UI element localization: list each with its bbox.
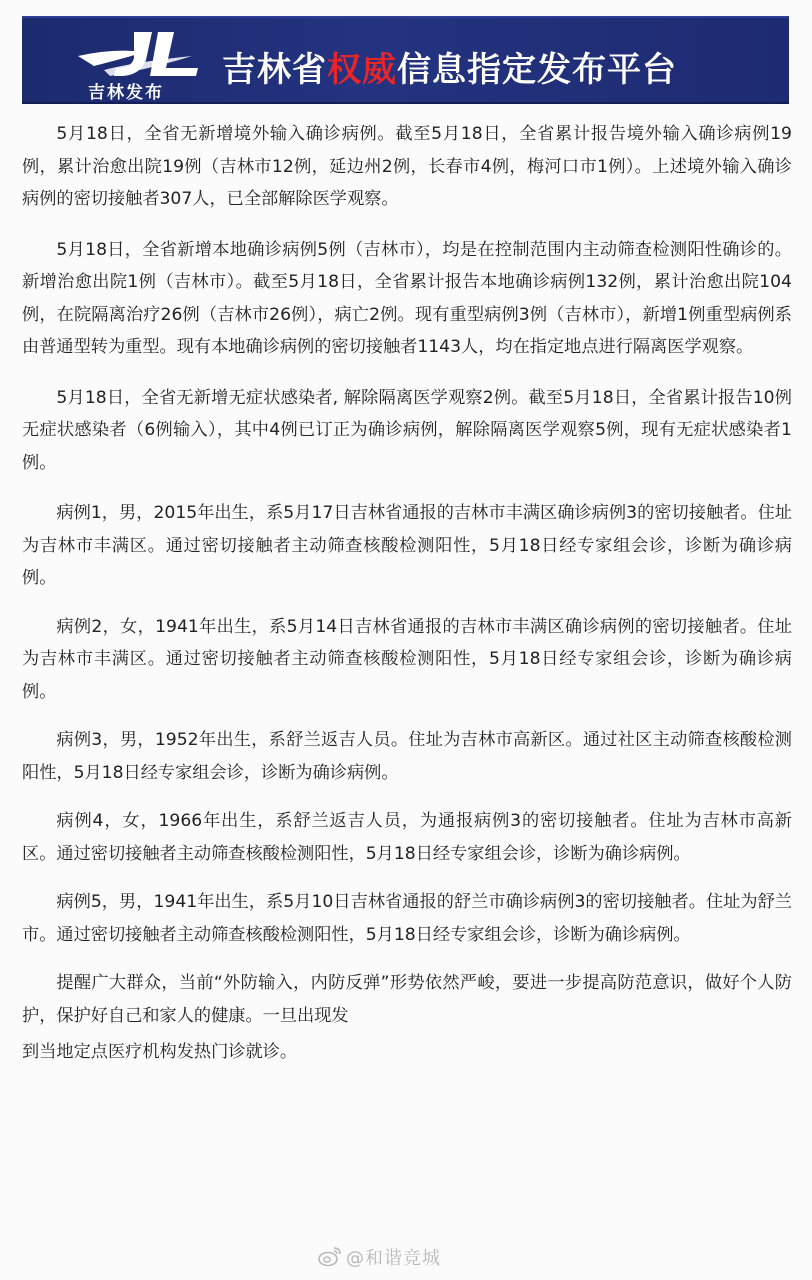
paragraph-case-3: 病例3，男，1952年出生，系舒兰返吉人员。住址为吉林市高新区。通过社区主动筛查核酸检测阳性，5月18日经专家组会诊，诊断为确诊病例。 bbox=[22, 730, 792, 783]
article-body bbox=[22, 118, 792, 1087]
banner-title-part-2: 信息指定发布平台 bbox=[397, 50, 677, 90]
paragraph-case-1: 病例1，男，2015年出生，系5月17日吉林省通报的吉林市丰满区确诊病例3的密切接触者。住址为吉林市丰满区。通过密切接触者主动筛查核酸检测阳性，5月18日经专家组会诊，诊断为确诊病例。 bbox=[22, 503, 792, 588]
paragraph-reminder-end: 到当地定点医疗机构发热门诊就诊。 bbox=[22, 1042, 298, 1062]
banner-title-highlight: 权威 bbox=[327, 50, 397, 90]
header-banner bbox=[22, 16, 789, 104]
banner-title bbox=[222, 42, 677, 91]
paragraph-case-4: 病例4，女，1966年出生，系舒兰返吉人员，为通报病例3的密切接触者。住址为吉林市高新区。通过密切接触者主动筛查核酸检测阳性，5月18日经专家组会诊，诊断为确诊病例。 bbox=[22, 811, 792, 864]
watermark-fade bbox=[480, 1190, 812, 1280]
paragraph-imported-cases: 5月18日，全省无新增境外输入确诊病例。截至5月18日，全省累计报告境外输入确诊病例19例，累计治愈出院19例（吉林市12例，延边州2例，长春市4例，梅河口市1例）。上述境外输入确诊病例的密切接触者307人，已全部解除医学观察。 bbox=[22, 124, 792, 209]
banner-title-part-1: 吉林省 bbox=[222, 50, 327, 90]
paragraph-case-5: 病例5，男，1941年出生，系5月10日吉林省通报的舒兰市确诊病例3的密切接触者。住址为舒兰市。通过密切接触者主动筛查核酸检测阳性，5月18日经专家组会诊，诊断为确诊病例。 bbox=[22, 892, 792, 945]
logo-text: 吉林发布 bbox=[88, 83, 164, 103]
watermark-text: @和谐竞城 bbox=[346, 1248, 441, 1269]
paragraph-asymptomatic: 5月18日，全省无新增无症状感染者, 解除隔离医学观察2例。截至5月18日，全省累计报告10例无症状感染者（6例输入），其中4例已订正为确诊病例，解除隔离医学观察5例，现有无症状感染者1例。 bbox=[22, 387, 792, 473]
paragraph-case-2: 病例2，女，1941年出生，系5月14日吉林省通报的吉林市丰满区确诊病例的密切接触者。住址为吉林市丰满区。通过密切接触者主动筛查核酸检测阳性，5月18日经专家组会诊，诊断为确诊病例。 bbox=[22, 616, 792, 702]
paragraph-reminder: 提醒广大群众，当前“外防输入，内防反弹”形势依然严峻，要进一步提高防范意识，做好个人防护，保护好自己和家人的健康。一旦出现发 bbox=[22, 973, 792, 1026]
weibo-icon bbox=[318, 1245, 342, 1267]
paragraph-local-cases: 5月18日，全省新增本地确诊病例5例（吉林市），均是在控制范围内主动筛查检测阳性确诊的。新增治愈出院1例（吉林市）。截至5月18日，全省累计报告本地确诊病例132例，累计治愈出院104例，在院隔离治疗26例（吉林市26例），病亡2例。现有重型病例3例（吉林市），新增1例重型病例系由普通型转为重型。现有本地确诊病例的密切接触者1143人，均在指定地点进行隔离医学观察。 bbox=[22, 239, 792, 357]
